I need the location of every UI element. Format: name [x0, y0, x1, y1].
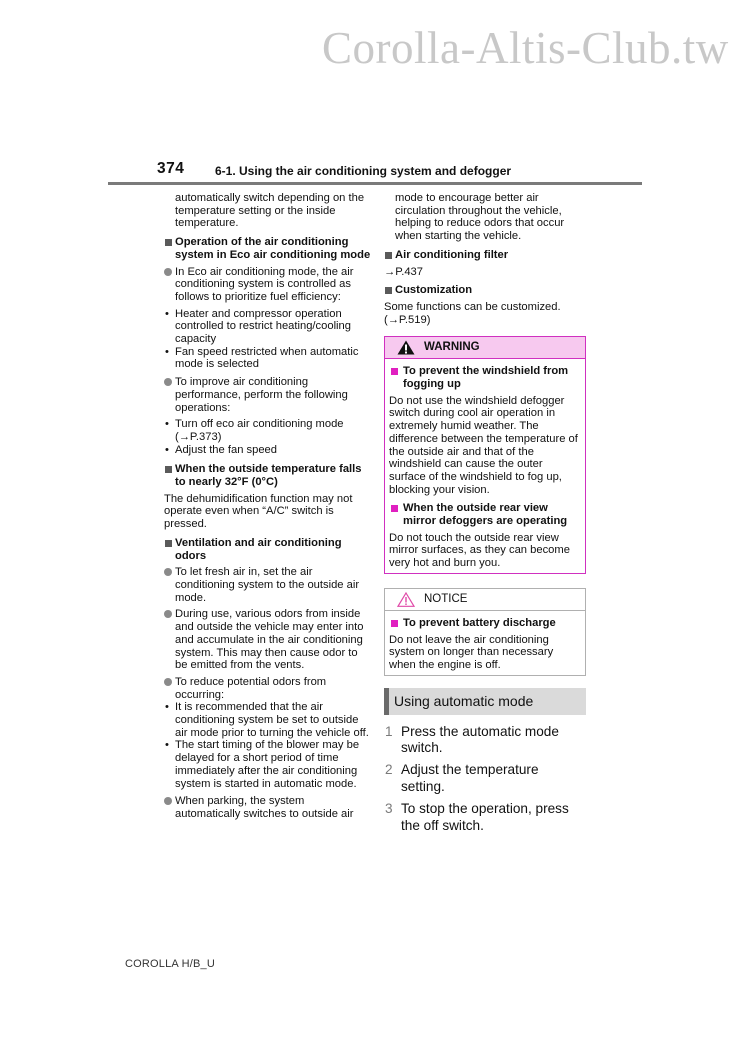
eco-heading: Operation of the air conditioning system in Eco air conditioning mode: [164, 236, 372, 261]
warning-title: WARNING: [424, 341, 480, 354]
vent-item-1: To let fresh air in, set the air conditioning system to the outside air mode.: [164, 566, 372, 604]
left-column: [164, 192, 372, 825]
vent-heading: Ventilation and air conditioning odors: [164, 537, 372, 562]
warning-text-2: Do not touch the outside rear view mirror surfaces, as they can become very hot and burn you.: [389, 531, 570, 570]
warning-triangle-icon: [397, 340, 415, 355]
right-column: [384, 192, 586, 839]
step-text: Adjust the temperature setting.: [401, 762, 539, 795]
caution-triangle-icon: [397, 592, 415, 607]
auto-steps: [384, 724, 586, 835]
page-number: 374: [157, 160, 185, 177]
eco-sub-4: • Adjust the fan speed: [164, 444, 372, 457]
step-number: 3: [385, 800, 393, 816]
eco-sub-1: • Heater and compressor operation controlled to restrict heating/cooling capacity: [164, 308, 372, 346]
vent-item-2: During use, various odors from inside and outside the vehicle may enter into and accumulate in the air conditioning system. This may then cause odor to be emitted from the vents.: [164, 608, 372, 672]
step-text: To stop the operation, press the off switch.: [401, 800, 569, 833]
notice-box: [384, 588, 586, 676]
eco-item-1: In Eco air conditioning mode, the air conditioning system is controlled as follows to prioritize fuel efficiency:: [164, 266, 372, 304]
section-title: 6-1. Using the air conditioning system and defogger: [215, 164, 512, 178]
footer-model: COROLLA H/B_U: [125, 958, 216, 970]
notice-title: NOTICE: [424, 593, 468, 606]
notice-text: Do not leave the air conditioning system on longer than necessary when the engine is off.: [389, 633, 554, 671]
step-number: 1: [385, 723, 393, 739]
notice-title-bar: [385, 589, 585, 611]
header-rule: [108, 182, 642, 185]
warning-text-1: Do not use the windshield defogger switch during cool air operation in extremely humid weather. The difference between the temperature of the outside air and that of the windshield can cause the outer surface of the windshield to fog up, blocking your vision.: [389, 394, 578, 496]
step-item: [384, 724, 586, 758]
step-number: 2: [385, 762, 393, 778]
notice-heading: To prevent battery discharge: [389, 617, 581, 630]
intro-text: automatically switch depending on the temperature setting or the inside temperature.: [175, 192, 365, 230]
eco-sub-3: • Turn off eco air conditioning mode (→P.373): [164, 418, 372, 443]
step-item: [384, 801, 586, 835]
filter-ref: →P.437: [384, 265, 423, 278]
step-text: Press the automatic mode switch.: [401, 723, 559, 756]
custom-heading: Customization: [384, 284, 586, 297]
warning-box: [384, 336, 586, 574]
vent-sub-2: • The start timing of the blower may be delayed for a short period of time immediately after the air conditioning system is started in automatic mode.: [164, 739, 372, 790]
temp-text: The dehumidification function may not operate even when “A/C” switch is pressed.: [164, 492, 353, 531]
vent-item-3: To reduce potential odors from occurring:: [164, 676, 372, 701]
eco-item-2: To improve air conditioning performance, perform the following operations:: [164, 376, 372, 414]
temp-heading: When the outside temperature falls to nearly 32°F (0°C): [164, 463, 372, 488]
vent-sub-1: • It is recommended that the air conditioning system be set to outside air mode prior to turning the vehicle off.: [164, 701, 372, 739]
step-item: [384, 762, 586, 796]
vent-item-4: When parking, the system automatically switches to outside air: [164, 795, 372, 820]
filter-heading: Air conditioning filter: [384, 249, 586, 262]
watermark: Corolla-Altis-Club.tw: [322, 23, 729, 73]
custom-text: Some functions can be customized. (→P.519): [384, 300, 561, 326]
warning-heading-2: When the outside rear view mirror defoggers are operating: [389, 502, 581, 527]
auto-mode-heading: Using automatic mode: [384, 688, 586, 715]
warning-title-bar: [385, 337, 585, 359]
continued-text: mode to encourage better air circulation throughout the vehicle, helping to reduce odors that occur when starting the vehicle.: [395, 192, 565, 243]
eco-sub-2: • Fan speed restricted when automatic mode is selected: [164, 346, 372, 371]
warning-heading-1: To prevent the windshield from fogging up: [389, 365, 581, 390]
